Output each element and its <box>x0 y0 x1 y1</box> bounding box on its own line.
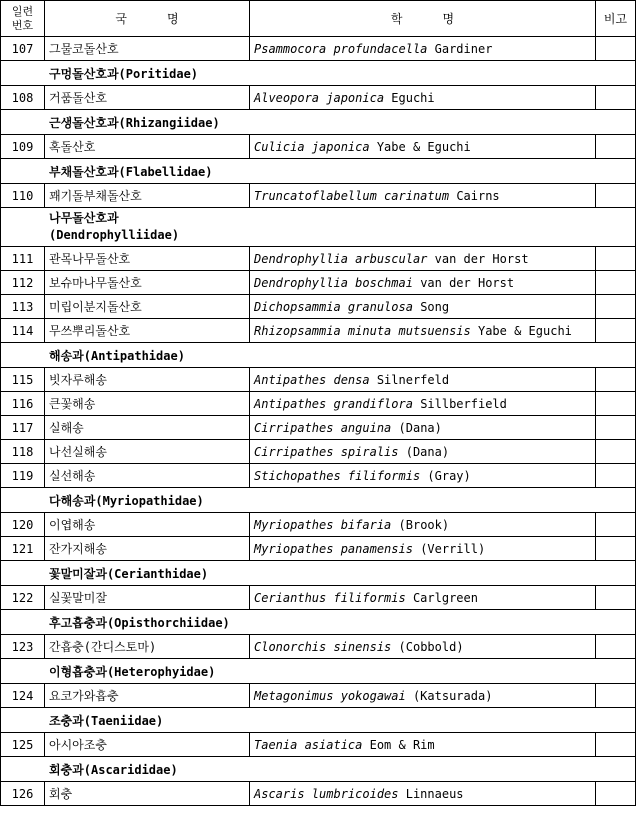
serial-number: 108 <box>1 86 45 110</box>
family-heading-row <box>1 659 636 684</box>
family-heading <box>1 708 636 733</box>
species-row <box>1 440 636 464</box>
family-heading <box>1 659 636 684</box>
scientific-name <box>250 37 596 61</box>
scientific-name <box>250 319 596 343</box>
serial-number: 112 <box>1 271 45 295</box>
family-heading-row <box>1 488 636 513</box>
serial-number: 116 <box>1 392 45 416</box>
korean-name: 실꽃말미잘 <box>45 586 250 610</box>
family-heading <box>1 159 636 184</box>
remarks-cell <box>596 319 636 343</box>
serial-number: 124 <box>1 684 45 708</box>
family-name: 근생돌산호과(Rhizangiidae) <box>49 115 220 130</box>
header-serial-number <box>1 1 45 37</box>
family-name: 회충과(Ascarididae) <box>49 762 178 777</box>
korean-name: 실해송 <box>45 416 250 440</box>
author-citation: (Verrill) <box>420 541 486 556</box>
header-scientific-name-char2: 명 <box>442 12 455 26</box>
scientific-name <box>250 537 596 561</box>
family-name: 후고흡충과(Opisthorchiidae) <box>49 615 230 630</box>
author-citation: Cairns <box>456 188 500 203</box>
species-row <box>1 782 636 806</box>
author-citation: (Cobbold) <box>398 639 464 654</box>
scientific-name <box>250 586 596 610</box>
binomial-name: Metagonimus yokogawai <box>254 688 406 703</box>
binomial-name: Culicia japonica <box>254 139 370 154</box>
remarks-cell <box>596 247 636 271</box>
family-name: 이형흡충과(Heterophyidae) <box>49 664 216 679</box>
serial-number: 110 <box>1 184 45 208</box>
remarks-cell <box>596 733 636 757</box>
family-heading-row <box>1 110 636 135</box>
remarks-cell <box>596 295 636 319</box>
family-heading-row <box>1 757 636 782</box>
author-citation: Yabe & Eguchi <box>477 323 572 338</box>
family-name: 꽃말미잘과(Cerianthidae) <box>49 566 209 581</box>
header-korean-name-char2: 명 <box>167 12 179 26</box>
serial-number: 107 <box>1 37 45 61</box>
binomial-name: Taenia asiatica <box>254 737 363 752</box>
family-heading <box>1 757 636 782</box>
scientific-name <box>250 86 596 110</box>
species-row <box>1 37 636 61</box>
binomial-name: Stichopathes filiformis <box>254 468 421 483</box>
family-heading-row <box>1 343 636 368</box>
scientific-name <box>250 782 596 806</box>
scientific-name <box>250 184 596 208</box>
family-heading-row <box>1 208 636 247</box>
species-row <box>1 368 636 392</box>
remarks-cell <box>596 271 636 295</box>
remarks-cell <box>596 537 636 561</box>
serial-number: 125 <box>1 733 45 757</box>
binomial-name: Cirripathes anguina <box>254 420 392 435</box>
species-row <box>1 733 636 757</box>
korean-name: 간흡충(간디스토마) <box>45 635 250 659</box>
author-citation: Song <box>420 299 450 314</box>
species-row <box>1 464 636 488</box>
serial-number: 113 <box>1 295 45 319</box>
family-heading <box>1 488 636 513</box>
author-citation: Sillberfield <box>420 396 507 411</box>
remarks-cell <box>596 135 636 159</box>
binomial-name: Myriopathes panamensis <box>254 541 413 556</box>
family-heading <box>1 61 636 86</box>
serial-number: 118 <box>1 440 45 464</box>
scientific-name <box>250 295 596 319</box>
serial-number: 123 <box>1 635 45 659</box>
remarks-cell <box>596 513 636 537</box>
family-heading <box>1 208 636 247</box>
binomial-name: Antipathes grandiflora <box>254 396 413 411</box>
family-heading <box>1 110 636 135</box>
remarks-cell <box>596 782 636 806</box>
korean-name: 그물코돌산호 <box>45 37 250 61</box>
scientific-name <box>250 135 596 159</box>
family-name: 부채돌산호과(Flabellidae) <box>49 164 213 179</box>
author-citation: (Dana) <box>405 444 450 459</box>
korean-name: 잔가지해송 <box>45 537 250 561</box>
header-scientific-name <box>250 1 596 37</box>
family-heading <box>1 343 636 368</box>
header-serial-line1: 일련 <box>11 4 34 18</box>
scientific-name <box>250 513 596 537</box>
binomial-name: Ascaris lumbricoides <box>254 786 399 801</box>
korean-name: 보슈마나무돌산호 <box>45 271 250 295</box>
serial-number: 114 <box>1 319 45 343</box>
binomial-name: Dendrophyllia boschmai <box>254 275 413 290</box>
binomial-name: Clonorchis sinensis <box>254 639 392 654</box>
scientific-name <box>250 368 596 392</box>
species-row <box>1 295 636 319</box>
family-heading-row <box>1 561 636 586</box>
remarks-cell <box>596 392 636 416</box>
korean-name: 꽤기돌부채돌산호 <box>45 184 250 208</box>
species-row <box>1 319 636 343</box>
species-row <box>1 537 636 561</box>
species-row <box>1 271 636 295</box>
header-scientific-name-char1: 학 <box>390 12 403 26</box>
binomial-name: Myriopathes bifaria <box>254 517 392 532</box>
header-serial-line2: 번호 <box>11 18 34 32</box>
scientific-name <box>250 247 596 271</box>
family-heading-row <box>1 708 636 733</box>
author-citation: Yabe & Eguchi <box>376 139 471 154</box>
binomial-name: Psammocora profundacella <box>254 41 428 56</box>
remarks-cell <box>596 416 636 440</box>
binomial-name: Cerianthus filiformis <box>254 590 406 605</box>
korean-name: 이엽해송 <box>45 513 250 537</box>
korean-name: 요코가와흡충 <box>45 684 250 708</box>
family-heading-row <box>1 159 636 184</box>
header-remarks: 비고 <box>596 1 636 37</box>
scientific-name <box>250 271 596 295</box>
serial-number: 117 <box>1 416 45 440</box>
serial-number: 120 <box>1 513 45 537</box>
author-citation: Gardiner <box>434 41 493 56</box>
scientific-name <box>250 440 596 464</box>
korean-name: 무쓰뿌리돌산호 <box>45 319 250 343</box>
species-row <box>1 684 636 708</box>
header-korean-name-char1: 국 <box>115 12 127 26</box>
korean-name: 빗자루해송 <box>45 368 250 392</box>
remarks-cell <box>596 184 636 208</box>
species-row <box>1 184 636 208</box>
author-citation: Linnaeus <box>405 786 464 801</box>
binomial-name: Dichopsammia granulosa <box>254 299 413 314</box>
serial-number: 111 <box>1 247 45 271</box>
binomial-name: Truncatoflabellum carinatum <box>254 188 450 203</box>
remarks-cell <box>596 635 636 659</box>
family-name: 구멍돌산호과(Poritidae) <box>49 66 199 81</box>
species-row <box>1 416 636 440</box>
korean-name: 미립이분지돌산호 <box>45 295 250 319</box>
family-name: 나무돌산호과 <box>49 211 119 225</box>
binomial-name: Alveopora japonica <box>254 90 385 105</box>
remarks-cell <box>596 684 636 708</box>
author-citation: (Gray) <box>427 468 471 483</box>
table-header-row <box>1 1 636 37</box>
scientific-name <box>250 392 596 416</box>
binomial-name: Cirripathes spiralis <box>254 444 399 459</box>
serial-number: 115 <box>1 368 45 392</box>
remarks-cell <box>596 86 636 110</box>
author-citation: Eguchi <box>391 90 435 105</box>
header-korean-name <box>45 1 250 37</box>
author-citation: Eom & Rim <box>369 737 435 752</box>
species-row <box>1 135 636 159</box>
serial-number: 119 <box>1 464 45 488</box>
author-citation: van der Horst <box>420 275 515 290</box>
author-citation: (Brook) <box>398 517 450 532</box>
family-heading-row <box>1 61 636 86</box>
family-heading-row <box>1 610 636 635</box>
remarks-cell <box>596 586 636 610</box>
author-citation: van der Horst <box>434 251 529 266</box>
family-name: 해송과(Antipathidae) <box>49 348 185 363</box>
remarks-cell <box>596 368 636 392</box>
korean-name: 실선해송 <box>45 464 250 488</box>
korean-name: 나선실해송 <box>45 440 250 464</box>
species-row <box>1 86 636 110</box>
species-row <box>1 635 636 659</box>
family-name: 조충과(Taeniidae) <box>49 713 164 728</box>
scientific-name <box>250 684 596 708</box>
remarks-cell <box>596 37 636 61</box>
korean-name: 거품돌산호 <box>45 86 250 110</box>
scientific-name <box>250 416 596 440</box>
author-citation: (Dana) <box>398 420 442 435</box>
remarks-cell <box>596 440 636 464</box>
binomial-name: Rhizopsammia minuta mutsuensis <box>254 323 471 338</box>
scientific-name <box>250 464 596 488</box>
remarks-cell <box>596 464 636 488</box>
species-table-body <box>1 1 636 806</box>
family-name-latin: (Dendrophylliidae) <box>49 228 180 242</box>
author-citation: (Katsurada) <box>412 688 493 703</box>
korean-name: 혹돌산호 <box>45 135 250 159</box>
scientific-name <box>250 733 596 757</box>
serial-number: 121 <box>1 537 45 561</box>
binomial-name: Dendrophyllia arbuscular <box>254 251 428 266</box>
korean-name: 회충 <box>45 782 250 806</box>
author-citation: Silnerfeld <box>376 372 450 387</box>
family-name: 다해송과(Myriopathidae) <box>49 493 204 508</box>
korean-name: 큰꽃해송 <box>45 392 250 416</box>
korean-name: 관목나무돌산호 <box>45 247 250 271</box>
species-row <box>1 392 636 416</box>
serial-number: 109 <box>1 135 45 159</box>
serial-number: 126 <box>1 782 45 806</box>
species-row <box>1 586 636 610</box>
author-citation: Carlgreen <box>412 590 478 605</box>
family-heading <box>1 561 636 586</box>
serial-number: 122 <box>1 586 45 610</box>
species-row <box>1 513 636 537</box>
korean-name: 아시아조충 <box>45 733 250 757</box>
scientific-name <box>250 635 596 659</box>
family-heading <box>1 610 636 635</box>
species-row <box>1 247 636 271</box>
binomial-name: Antipathes densa <box>254 372 370 387</box>
